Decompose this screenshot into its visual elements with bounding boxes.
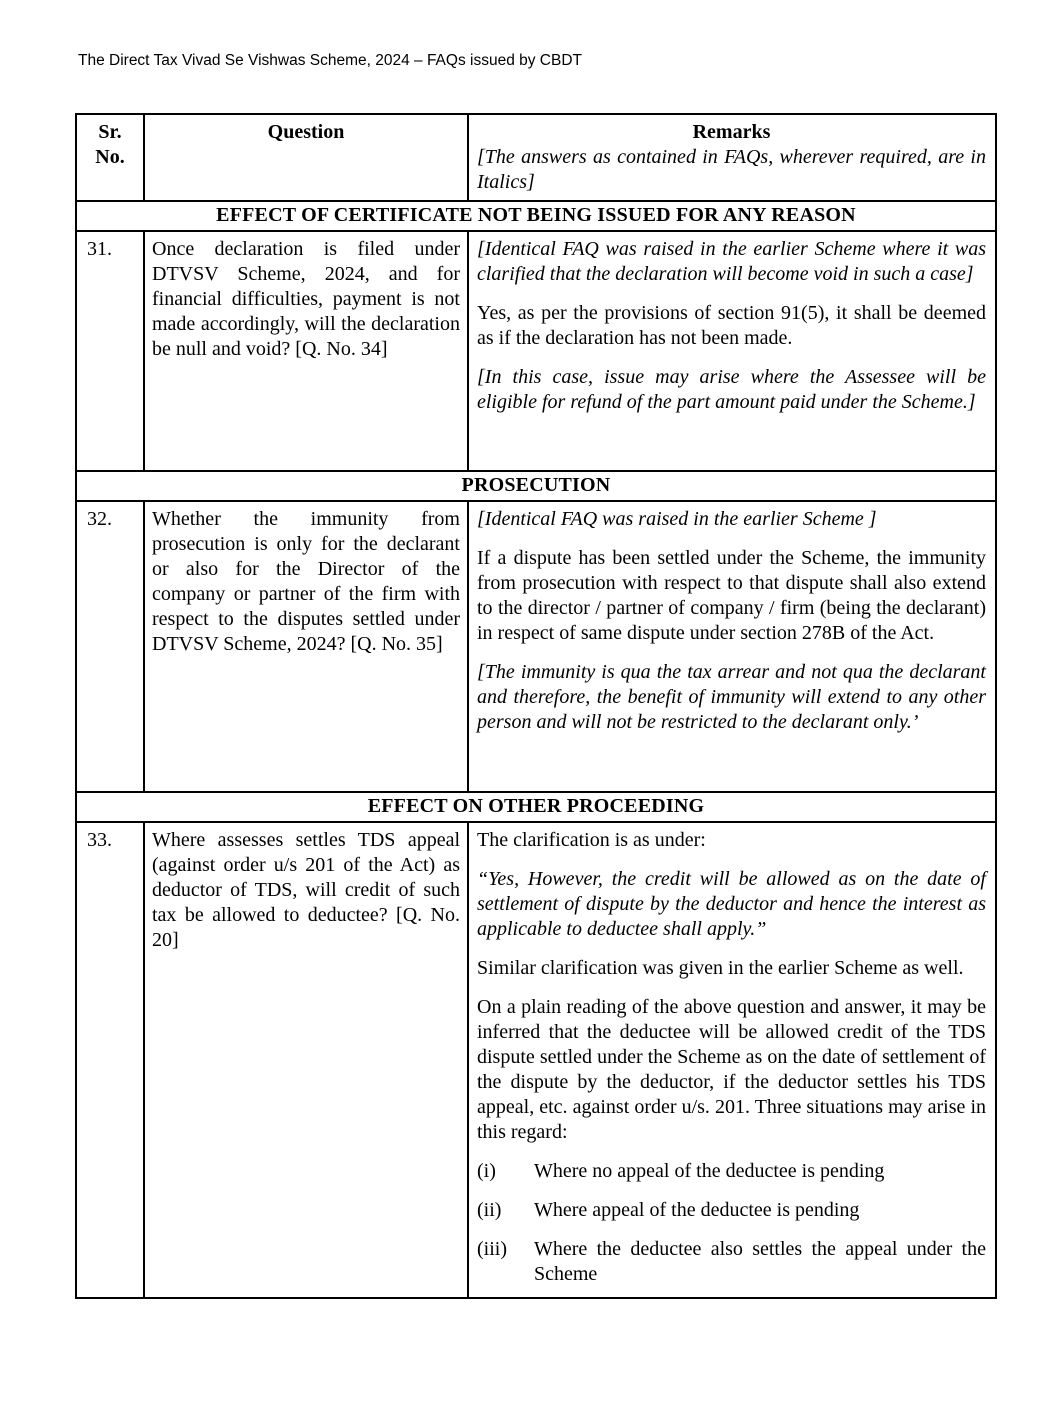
section-row [76,792,996,822]
question-32: Whether the immunity from prosecution is only for the declarant or also for the Director of the company or partner of the firm with respect to the disputes settled under DTVSV Scheme, 2024? [Q. No. 35] [144,501,468,792]
remarks-paragraph: [Identical FAQ was raised in the earlier Scheme ] [477,508,877,530]
section-header-effect-of-certificate: EFFECT OF CERTIFICATE NOT BEING ISSUED FOR ANY REASON [76,201,996,231]
column-header-remarks [468,114,996,201]
column-header-question: Question [144,114,468,201]
sr-no-32: 32. [76,501,144,792]
list-item [477,1198,986,1223]
list-marker: (ii) [477,1199,502,1221]
question-31: Once declaration is filed under DTVSV Scheme, 2024, and for financial difficulties, payment is not made accordingly, will the declaration be null and void? [Q. No. 34] [144,231,468,471]
remarks-header-label: Remarks [692,121,771,143]
remarks-31 [468,231,996,471]
remarks-paragraph: [Identical FAQ was raised in the earlier Scheme where it was clarified that the declaration will become void in such a case] [477,238,986,285]
remarks-paragraph: [The immunity is qua the tax arrear and not qua the declarant and therefore, the benefit of immunity will extend to any other person and will not be restricted to the declarant only.’ [477,661,986,733]
section-row [76,471,996,501]
remarks-paragraph: The clarification is as under: [477,829,706,851]
list-item [477,1237,986,1287]
list-marker: (i) [477,1160,496,1182]
remarks-header-note: [The answers as contained in FAQs, wherever required, are in Italics] [477,146,986,193]
remarks-32 [468,501,996,792]
remarks-paragraph: If a dispute has been settled under the Scheme, the immunity from prosecution with respect to that dispute shall also extend to the director / partner of company / firm (being the declarant) in respect of same dispute under section 278B of the Act. [477,547,986,644]
remarks-paragraph: [In this case, issue may arise where the Assessee will be eligible for refund of the part amount paid under the Scheme.] [477,366,986,413]
sr-no-31: 31. [76,231,144,471]
column-header-sr-no: Sr. No. [76,114,144,201]
list-text: Where no appeal of the deductee is pending [534,1160,885,1182]
table-header-row [76,114,996,201]
list-item [477,1159,986,1184]
remarks-paragraph: Yes, as per the provisions of section 91(5), it shall be deemed as if the declaration has not been made. [477,302,986,349]
document-title: The Direct Tax Vivad Se Vishwas Scheme, 2024 – FAQs issued by CBDT [78,52,582,69]
section-row [76,201,996,231]
remarks-paragraph: Similar clarification was given in the earlier Scheme as well. [477,957,964,979]
table-row-32 [76,501,996,792]
table-row-33 [76,822,996,1298]
remarks-paragraph: On a plain reading of the above question and answer, it may be inferred that the deductee will be allowed credit of the TDS dispute settled under the Scheme as on the date of settlement of the dispute by the deductor, if the deductor settles his TDS appeal, etc. against order u/s. 201. Three situations may arise in this regard: [477,996,986,1143]
table-row-31 [76,231,996,471]
question-33: Where assesses settles TDS appeal (against order u/s 201 of the Act) as deductor of TDS, will credit of such tax be allowed to deductee? [Q. No. 20] [144,822,468,1298]
remarks-33 [468,822,996,1298]
list-marker: (iii) [477,1238,507,1260]
list-text: Where the deductee also settles the appeal under the Scheme [534,1238,986,1285]
sr-no-33: 33. [76,822,144,1298]
list-text: Where appeal of the deductee is pending [534,1199,860,1221]
remarks-paragraph: “Yes, However, the credit will be allowed as on the date of settlement of dispute by the deductor and hence the interest as applicable to deductee shall apply.” [477,868,986,940]
section-header-effect-on-other-proceeding: EFFECT ON OTHER PROCEEDING [76,792,996,822]
faq-table [75,113,997,1299]
section-header-prosecution: PROSECUTION [76,471,996,501]
